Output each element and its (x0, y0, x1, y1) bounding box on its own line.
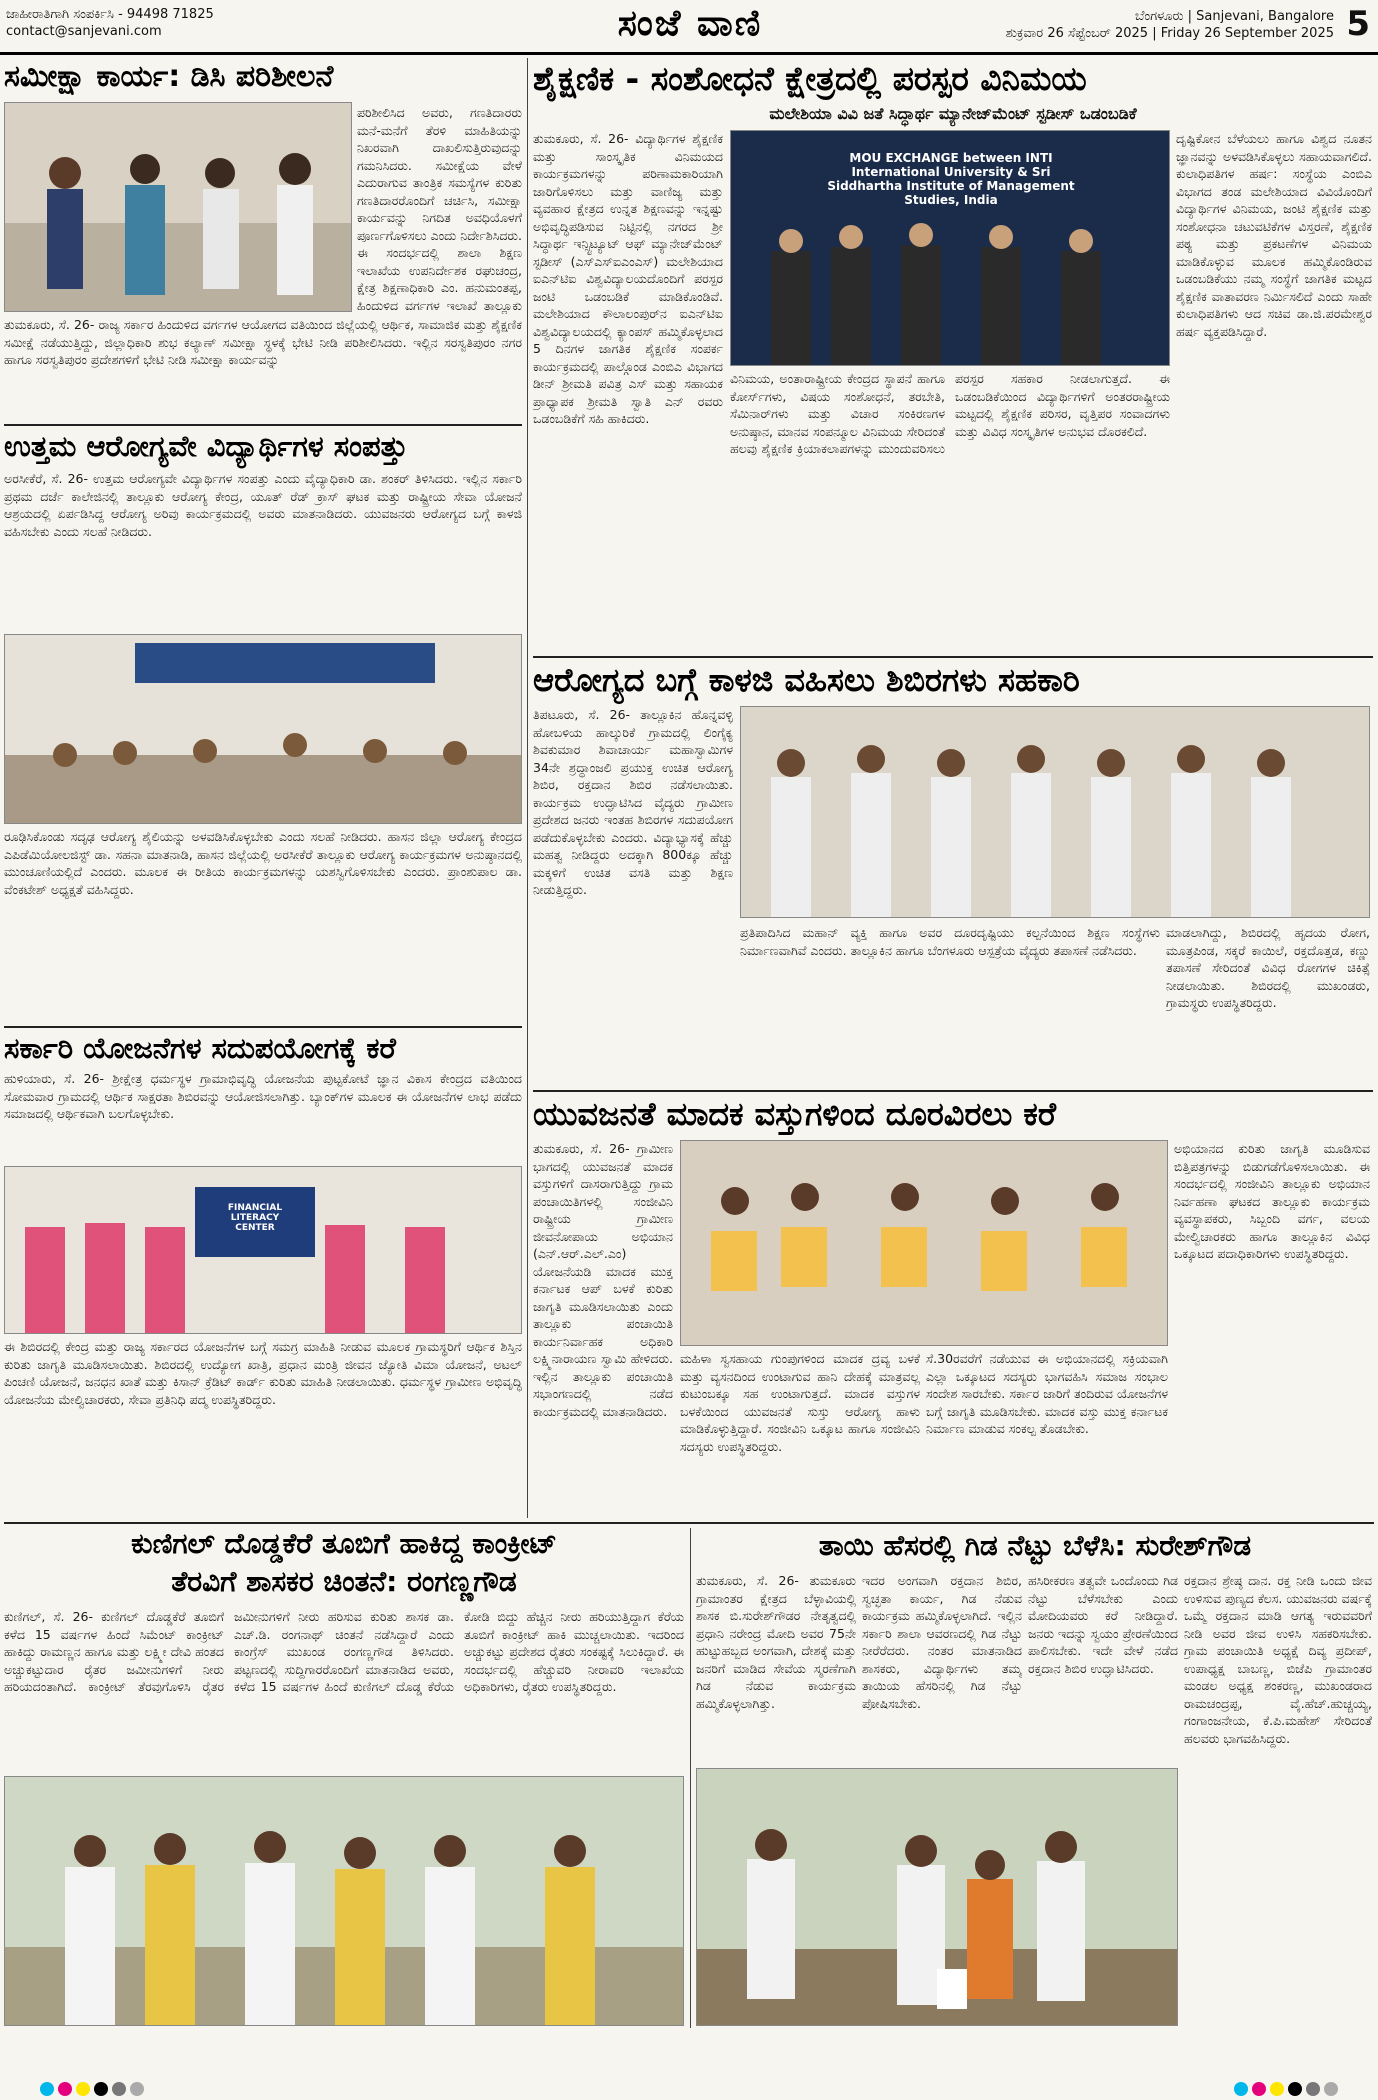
a4-col1: ತಿಪಟೂರು, ಸೆ. 26- ತಾಲ್ಲೂಕಿನ ಹೊನ್ನವಳ್ಳಿ ಹೋಬಳಿಯ ಹಾಲ್ಕುರಿಕೆ ಗ್ರಾಮದಲ್ಲಿ ಲಿಂಗೈಕ್ಯ ಶಿವಕುಮಾರ ಶಿವಾಚಾರ್ಯ ಮಹಾಸ್ವಾಮಿಗಳ 34ನೇ ಶ್ರದ್ಧಾಂಜಲಿ ಪ್ರಯುಕ್ತ ಉಚಿತ ಆರೋಗ್ಯ ಶಿಬಿರ, ರಕ್ತದಾನ ಶಿಬಿರ ನಡೆಸಲಾಯಿತು. ಕಾರ್ಯಕ್ರಮ ಉದ್ಘಾಟಿಸಿದ ವೈದ್ಯರು ಗ್ರಾಮೀಣ ಪ್ರದೇಶದ ಜನರು ಇಂತಹ ಶಿಬಿರಗಳ ಸದುಪಯೋಗ ಪಡೆದುಕೊಳ್ಳಬೇಕು ಎಂದರು. ವಿದ್ಯಾಭ್ಯಾಸಕ್ಕೆ ಹೆಚ್ಚು ಮಹತ್ವ ನೀಡಿದ್ದರು ಅದಕ್ಕಾಗಿ 800ಕ್ಕೂ ಹೆಚ್ಚು ಮಕ್ಕಳಿಗೆ ಉಚಿತ ವಸತಿ ಮತ್ತು ಶಿಕ್ಷಣ ನೀಡುತ್ತಿದ್ದರು. (533, 707, 733, 897)
a5-photo (4, 1166, 522, 1334)
registration-marks-right (1234, 2082, 1338, 2096)
a6-headline: ಯುವಜನತೆ ಮಾದಕ ವಸ್ತುಗಳಿಂದ ದೂರವಿರಲು ಕರೆ (533, 1095, 1057, 1133)
a2-photo-banner: MOU EXCHANGE between INTI International University & Sri Siddhartha Institute of Management Studies, India (827, 151, 1075, 207)
a8-col1: ತುಮಕೂರು, ಸೆ. 26- ತುಮಕೂರು ಗ್ರಾಮಾಂತರ ಕ್ಷೇತ್ರದ ಬೆಳ್ಳಾವಿಯಲ್ಲಿ ಶಾಸಕ ಬಿ.ಸುರೇಶ್‌ಗೌಡರ ನೇತೃತ್ವದಲ್ಲಿ ಪ್ರಧಾನಿ ನರೇಂದ್ರ ಮೋದಿ ಅವರ 75ನೇ ಹುಟ್ಟುಹಬ್ಬದ ಅಂಗವಾಗಿ, ದೇಶಕ್ಕೆ ಮತ್ತು ಜನರಿಗೆ ಮಾಡಿದ ಸೇವೆಯ ಸ್ಮರಣೆಗಾಗಿ ಗಿಡ ನೆಡುವ ಕಾರ್ಯಕ್ರಮ ಹಮ್ಮಿಕೊಳ್ಳಲಾಗಿತ್ತು. (696, 1573, 856, 1711)
a5-photo-scene (5, 1167, 522, 1334)
a2-col4: ದೃಷ್ಟಿಕೋನ ಬೆಳೆಯಲು ಹಾಗೂ ವಿಶ್ವದ ನೂತನ ಜ್ಞಾನವನ್ನು ಅಳವಡಿಸಿಕೊಳ್ಳಲು ಸಹಾಯವಾಗಲಿದೆ. ಕುಲಾಧಿಪತಿಗಳ ಹರ್ಷ: ಸಂಸ್ಥೆಯ ಎಂಬಿಎ ವಿಭಾಗದ ತಂಡ ಮಲೇಶಿಯಾದ ವಿವಿಯೊಂದಿಗೆ ವಿದ್ಯಾರ್ಥಿಗಳ ವಿನಿಮಯ, ಜಂಟಿ ಶೈಕ್ಷಣಿಕ ಮತ್ತು ಸಂಶೋಧನಾ ಚಟುವಟಿಕೆಗಳ ವಿಸ್ತರಣೆ, ಶೈಕ್ಷಣಿಕ ಪಠ್ಯ ಮತ್ತು ಪ್ರಕಟಣೆಗಳ ವಿನಿಮಯ ಮಾಡಿಕೊಳ್ಳುವ ಮೂಲಕ ಹಮ್ಮಿಕೊಂಡಿರುವ ಒಡಂಬಡಿಕೆಯು ನಮ್ಮ ಸಂಸ್ಥೆಗೆ ಜಾಗತಿಕ ಮಟ್ಟದ ಶೈಕ್ಷಣಿಕ ವಾತಾವರಣ ನಿರ್ಮಿಸಲಿದೆ ಎಂದು ಸಾಹೇ ಕುಲಾಧಿಪತಿಗಳು ಆದ ಸಚಿವ ಡಾ.ಜಿ.ಪರಮೇಶ್ವರ ಹರ್ಷ ವ್ಯಕ್ತಪಡಿಸಿದ್ದಾರೆ. (1176, 131, 1372, 339)
a6-col4: ಅಭಿಯಾನದ ಕುರಿತು ಜಾಗೃತಿ ಮೂಡಿಸುವ ಬಿತ್ತಿಪತ್ರಗಳನ್ನು ಬಿಡುಗಡೆಗೊಳಿಸಲಾಯಿತು. ಈ ಸಂದರ್ಭದಲ್ಲಿ ಸಂಜೀವಿನಿ ತಾಲ್ಲೂಕು ಅಭಿಯಾನ ನಿರ್ವಹಣಾ ಘಟಕದ ತಾಲ್ಲೂಕು ಕಾರ್ಯಕ್ರಮ ವ್ಯವಸ್ಥಾಪಕರು, ಸಿಬ್ಬಂದಿ ವರ್ಗ, ವಲಯ ಮೇಲ್ವಿಚಾರಕರು ಹಾಗೂ ತಾಲ್ಲೂಕಿನ ವಿವಿಧ ಒಕ್ಕೂಟದ ಪದಾಧಿಕಾರಿಗಳು ಉಪಸ್ಥಿತರಿದ್ದರು. (1174, 1141, 1370, 1261)
a2-headline: ಶೈಕ್ಷಣಿಕ - ಸಂಶೋಧನೆ ಕ್ಷೇತ್ರದಲ್ಲಿ ಪರಸ್ಪರ ವಿನಿಮಯ (533, 59, 1087, 98)
a8-photo (696, 1768, 1178, 2026)
a6-col1: ತುಮಕೂರು, ಸೆ. 26- ಗ್ರಾಮೀಣ ಭಾಗದಲ್ಲಿ ಯುವಜನತೆ ಮಾದಕ ವಸ್ತುಗಳಿಗೆ ದಾಸರಾಗುತ್ತಿದ್ದು ಗ್ರಾಮ ಪಂಚಾಯಿತಿಗಳಲ್ಲಿ ಸಂಜೀವಿನಿ ರಾಷ್ಟ್ರೀಯ ಗ್ರಾಮೀಣ ಜೀವನೋಪಾಯ ಅಭಿಯಾನ (ಎನ್.ಆರ್.ಎಲ್.ಎಂ) ಯೋಜನೆಯಡಿ ಮಾದಕ ಮುಕ್ತ ಕರ್ನಾಟಕ ಆಪ್ ಬಳಕೆ ಕುರಿತು ಜಾಗೃತಿ ಮೂಡಿಸಲಾಯಿತು ಎಂದು ತಾಲ್ಲೂಕು ಪಂಚಾಯಿತಿ ಕಾರ್ಯನಿರ್ವಾಹಕ ಅಧಿಕಾರಿ ಲಕ್ಷ್ಮಿನಾರಾಯಣ ಸ್ವಾಮಿ ಹೇಳಿದರು. ಇಲ್ಲಿನ ತಾಲ್ಲೂಕು ಪಂಚಾಯಿತಿ ಸಭಾಂಗಣದಲ್ಲಿ ನಡೆದ ಕಾರ್ಯಕ್ರಮದಲ್ಲಿ ಮಾತನಾಡಿದರು. (533, 1141, 673, 1419)
a3-headline: ಉತ್ತಮ ಆರೋಗ್ಯವೇ ವಿದ್ಯಾರ್ಥಿಗಳ ಸಂಪತ್ತು (4, 429, 408, 463)
a7-body: ಕುಣಿಗಲ್, ಸೆ. 26- ಕುಣಿಗಲ್ ದೊಡ್ಡಕೆರೆ ತೂಬಿಗೆ ಕಳೆದ 15 ವರ್ಷಗಳ ಹಿಂದೆ ಸಿಮೆಂಟ್ ಕಾಂಕ್ರೀಟ್ ಹಾಕಿದ್ದು ರಾಮಣ್ಣನ ಹಾಗೂ ಮತ್ತು ಲಕ್ಷ್ಮೀ ದೇವಿ ಹಂತದ ಅಚ್ಚುಕಟ್ಟುದಾರ ರೈತರ ಜಮೀನುಗಳಿಗೆ ನೀರು ಹರಿಯದಂತಾಗಿದೆ. ಕಾಂಕ್ರೀಟ್ ತೆರವುಗೊಳಿಸಿ ರೈತರ ಜಮೀನುಗಳಿಗೆ ನೀರು ಹರಿಸುವ ಕುರಿತು ಶಾಸಕ ಡಾ. ಎಚ್.ಡಿ. ರಂಗನಾಥ್ ಚಿಂತನೆ ನಡೆಸಿದ್ದಾರೆ ಎಂದು ಕಾಂಗ್ರೆಸ್ ಮುಖಂಡ ರಂಗಣ್ಣಗೌಡ ತಿಳಿಸಿದರು. ಪಟ್ಟಣದಲ್ಲಿ ಸುದ್ದಿಗಾರರೊಂದಿಗೆ ಮಾತನಾಡಿದ ಅವರು, ಕಳೆದ 15 ವರ್ಷಗಳ ಹಿಂದೆ ಕುಣಿಗಲ್ ದೊಡ್ಡ ಕೆರೆಯ ಕೋಡಿ ಬಿದ್ದು ಹೆಚ್ಚಿನ ನೀರು ಹರಿಯುತ್ತಿದ್ದಾಗ ಕೆರೆಯ ತೂಬಿಗೆ ಕಾಂಕ್ರೀಟ್ ಹಾಕಿ ಮುಚ್ಚಲಾಯಿತು. ಇದರಿಂದ ಅಚ್ಚುಕಟ್ಟು ಪ್ರದೇಶದ ರೈತರು ಸಂಕಷ್ಟಕ್ಕೆ ಸಿಲುಕಿದ್ದಾರೆ. ಈ ಸಂದರ್ಭದಲ್ಲಿ ಹೆಚ್ಚುವರಿ ನೀರಾವರಿ ಇಲಾಖೆಯ ಅಧಿಕಾರಿಗಳು, ರೈತರು ಉಪಸ್ಥಿತರಿದ್ದರು. (4, 1609, 684, 1694)
a3-photo-scene (5, 635, 522, 824)
column-separator (690, 1528, 691, 2028)
masthead-right (1006, 8, 1334, 42)
ad-contact-line: ಜಾಹೀರಾತಿಗಾಗಿ ಸಂಪರ್ಕಿಸಿ - 94498 71825 (6, 7, 214, 22)
a7-photo (4, 1776, 684, 2026)
a5-body-top: ಹುಳಿಯಾರು, ಸೆ. 26- ಶ್ರೀಕ್ಷೇತ್ರ ಧರ್ಮಸ್ಥಳ ಗ್ರಾಮಾಭಿವೃದ್ಧಿ ಯೋಜನೆಯ ಪುಟ್ಟಕೋಟೆ ಜ್ಞಾನ ವಿಕಾಸ ಕೇಂದ್ರದ ವತಿಯಿಂದ ಸೋಮವಾರ ಗ್ರಾಮದಲ್ಲಿ ಆರ್ಥಿಕ ಸಾಕ್ಷರತಾ ಶಿಬಿರವನ್ನು ಆಯೋಜಿಸಲಾಗಿತ್ತು. ಬ್ಯಾಂಕ್‌ಗಳ ಮೂಲಕ ಈ ಯೋಜನೆಗಳ ಲಾಭ ಪಡೆದು ಸಮಾಜದಲ್ಲಿ ಆರ್ಥಿಕವಾಗಿ ಬಲಗೊಳ್ಳಬೇಕು. (4, 1071, 522, 1121)
a6-col3: ಸೆ.30ರವರೆಗೆ ನಡೆಯುವ ಈ ಅಭಿಯಾನದಲ್ಲಿ ಸಕ್ರಿಯವಾಗಿ ಎಲ್ಲಾ ಒಕ್ಕೂಟದ ಸದಸ್ಯರು ಭಾಗವಹಿಸಿ ಸಮಾಜ ಸಂಭಾಲ ಸಂದೇಶ ಸಾರಬೇಕು. ಸರ್ಕಾರ ಜಾರಿಗೆ ತಂದಿರುವ ಯೋಜನೆಗಳ ಬಗ್ಗೆ ಜಾಗೃತಿ ಮೂಡಿಸಬೇಕು. ಮಾದಕ ವಸ್ತು ಮುಕ್ತ ಕರ್ನಾಟಕ ನಿರ್ಮಾಣ ಮಾಡುವ ಸಂಕಲ್ಪ ತೊಡಬೇಕು. (926, 1351, 1168, 1436)
a8-headline: ತಾಯಿ ಹೆಸರಲ್ಲಿ ಗಿಡ ನೆಟ್ಟು ಬೆಳೆಸಿ: ಸುರೇಶ್‌ಗೌಡ (818, 1529, 1252, 1562)
a6-col2: ಮಹಿಳಾ ಸ್ವಸಹಾಯ ಗುಂಪುಗಳಿಂದ ಮಾದಕ ದ್ರವ್ಯ ಬಳಕೆ ಮತ್ತು ವ್ಯಸನದಿಂದ ಉಂಟಾಗುವ ಹಾನಿ ದೇಹಕ್ಕೆ ಮಾತ್ರವಲ್ಲ ಕುಟುಂಬಕ್ಕೂ ಸಹ ಉಂಟಾಗುತ್ತದೆ. ಮಾದಕ ವಸ್ತುಗಳ ಬಳಕೆಯಿಂದ ಯುವಜನತೆ ಸುಸ್ತು ಆರೋಗ್ಯ ಹಾಳು ಮಾಡಿಕೊಳ್ಳುತ್ತಿದ್ದಾರೆ. ಸಂಜೀವಿನಿ ಒಕ್ಕೂಟ ಹಾಗೂ ಸಂಜೀವಿನಿ ಸದಸ್ಯರು ಉಪಸ್ಥಿತರಿದ್ದರು. (680, 1351, 920, 1454)
a8-col2: ಇದರ ಅಂಗವಾಗಿ ರಕ್ತದಾನ ಶಿಬಿರ, ಸ್ವಚ್ಛತಾ ಕಾರ್ಯ, ಗಿಡ ನೆಡುವ ಕಾರ್ಯಕ್ರಮ ಹಮ್ಮಿಕೊಳ್ಳಲಾಗಿದೆ. ಇಲ್ಲಿನ ಸರ್ಕಾರಿ ಶಾಲಾ ಆವರಣದಲ್ಲಿ ಗಿಡ ನೆಟ್ಟು ನೀರೆರೆದರು. ನಂತರ ಮಾತನಾಡಿದ ಶಾಸಕರು, ವಿದ್ಯಾರ್ಥಿಗಳು ತಮ್ಮ ತಾಯಿಯ ಹೆಸರಿನಲ್ಲಿ ಗಿಡ ನೆಟ್ಟು ಪೋಷಿಸಬೇಕು. (862, 1573, 1022, 1711)
newspaper-logo (560, 2, 820, 54)
a8-col4: ರಕ್ತದಾನ ಶ್ರೇಷ್ಠ ದಾನ. ರಕ್ತ ನೀಡಿ ಒಂದು ಜೀವ ಉಳಿಸುವ ಪುಣ್ಯದ ಕೆಲಸ. ಯುವಜನರು ವರ್ಷಕ್ಕೆ ಒಮ್ಮೆ ರಕ್ತದಾನ ಮಾಡಿ ಆಗತ್ಯ ಇರುವವರಿಗೆ ನೀಡಿ ಅವರ ಜೀವ ಉಳಿಸಿ ಸಹಕರಿಸಬೇಕು. ಗ್ರಾಮ ಪಂಚಾಯಿತಿ ಅಧ್ಯಕ್ಷೆ ದಿವ್ಯ ಪ್ರದೀಪ್, ಉಪಾಧ್ಯಕ್ಷ ಬಾಬಣ್ಣ, ಬಿಜೆಪಿ ಗ್ರಾಮಾಂತರ ಮಂಡಲ ಅಧ್ಯಕ್ಷ ಶಂಕರಣ್ಣ, ಮುಖಂಡರಾದ ರಾಮಚಂದ್ರಪ್ಪ, ವೈ.ಹೆಚ್.ಹುಚ್ಚಯ್ಯ, ಗಂಗಾಂಜನೇಯ, ಕೆ.ಪಿ.ಮಹೇಶ್ ಸೇರಿದಂತೆ ಹಲವರು ಭಾಗವಹಿಸಿದ್ದರು. (1184, 1573, 1372, 1746)
city-line: ಬೆಂಗಳೂರು | Sanjevani, Bangalore (1134, 9, 1334, 24)
a1-body-right: ಪರಿಶೀಲಿಸಿದ ಅವರು, ಗಣತಿದಾರರು ಮನೆ-ಮನೆಗೆ ತೆರಳಿ ಮಾಹಿತಿಯನ್ನು ನಿಖರವಾಗಿ ದಾಖಲಿಸುತ್ತಿರುವುದನ್ನು ಗಮನಿಸಿದರು. ಸಮೀಕ್ಷೆಯ ವೇಳೆ ಎದುರಾಗುವ ತಾಂತ್ರಿಕ ಸಮಸ್ಯೆಗಳ ಕುರಿತು ಗಣತಿದಾರರೊಂದಿಗೆ ಚರ್ಚಿಸಿ, ಸಮೀಕ್ಷಾ ಕಾರ್ಯವನ್ನು ನಿಗದಿತ ಅವಧಿಯೊಳಗೆ ಪೂರ್ಣಗೊಳಿಸಲು ಎಂದು ನಿರ್ದೇಶಿಸಿದರು. ಈ ಸಂದರ್ಭದಲ್ಲಿ ಶಾಲಾ ಶಿಕ್ಷಣ ಇಲಾಖೆಯ ಉಪನಿರ್ದೇಶಕ ರಘುಚಂದ್ರ, ಕ್ಷೇತ್ರ ಶಿಕ್ಷಣಾಧಿಕಾರಿ ಎಂ. ಹನುಮಂತಪ್ಪ, ಹಿಂದುಳಿದ ವರ್ಗಗಳ ಇಲಾಖೆ ತಾಲ್ಲೂಕು (357, 105, 522, 313)
a2-col1: ತುಮಕೂರು, ಸೆ. 26- ವಿದ್ಯಾರ್ಥಿಗಳ ಶೈಕ್ಷಣಿಕ ಮತ್ತು ಸಾಂಸ್ಕೃತಿಕ ವಿನಿಮಯದ ಕಾರ್ಯಕ್ರಮಗಳನ್ನು ಪರಿಣಾಮಕಾರಿಯಾಗಿ ಜಾರಿಗೊಳಿಸಲು ಮತ್ತು ವಾಣಿಜ್ಯ ಮತ್ತು ವ್ಯವಹಾರ ಕ್ಷೇತ್ರದ ಉನ್ನತ ಶಿಕ್ಷಣವನ್ನು ಇನ್ನಷ್ಟು ಅಭಿವೃದ್ಧಿಪಡಿಸುವ ನಿಟ್ಟಿನಲ್ಲಿ ನಗರದ ಶ್ರೀ ಸಿದ್ಧಾರ್ಥ ಇನ್ಸ್ಟಿಟ್ಯೂಟ್ ಆಫ್ ಮ್ಯಾನೇಜ್‌ಮೆಂಟ್ ಸ್ಟಡೀಸ್ (ಎಸ್‌ಎಸ್‌ಐಎಂಎಸ್) ಮಲೇಶಿಯಾದ ಐಎನ್‌ಟಿಐ ವಿಶ್ವವಿದ್ಯಾಲಯದೊಂದಿಗೆ ಪರಸ್ಪರ ಜಂಟಿ ಒಡಂಬಡಿಕೆ ಮಾಡಿಕೊಂಡಿವೆ. ಮಲೇಶಿಯಾದ ಕೌಲಾಲಂಪುರ್‌ನ ಐಎನ್‌ಟಿಐ ವಿಶ್ವವಿದ್ಯಾಲಯದಲ್ಲಿ ಕ್ಯಾಂಪಸ್ ಹಮ್ಮಿಕೊಳ್ಳಲಾದ 5 ದಿನಗಳ ಜಾಗತಿಕ ಶೈಕ್ಷಣಿಕ ಸಂಪರ್ಕ ಕಾರ್ಯಕ್ರಮದಲ್ಲಿ ಪಾಲ್ಗೊಂಡ ಎಂಬಿಎ ವಿಭಾಗದ ಡೀನ್ ಶ್ರೀಮತಿ ಪವಿತ್ರ ಎಸ್ ಮತ್ತು ಸಹಾಯಕ ಪ್ರಾಧ್ಯಾಪಕ ಶ್ರೀಮತಿ ಸ್ವಾತಿ ಎನ್ ರವರು ಒಡಂಬಡಿಕೆಗೆ ಸಹಿ ಹಾಕಿದರು. (533, 131, 723, 426)
a1-photo (4, 102, 352, 312)
a1-headline: ಸಮೀಕ್ಷಾ ಕಾರ್ಯ: ಡಿಸಿ ಪರಿಶೀಲನೆ (4, 59, 334, 94)
a3-body-top: ಅರಸೀಕೆರೆ, ಸೆ. 26- ಉತ್ತಮ ಆರೋಗ್ಯವೇ ವಿದ್ಯಾರ್ಥಿಗಳ ಸಂಪತ್ತು ಎಂದು ವೈದ್ಯಾಧಿಕಾರಿ ಡಾ. ಶಂಕರ್ ತಿಳಿಸಿದರು. ಇಲ್ಲಿನ ಸರ್ಕಾರಿ ಪ್ರಥಮ ದರ್ಜೆ ಕಾಲೇಜಿನಲ್ಲಿ ತಾಲ್ಲೂಕು ಆರೋಗ್ಯ ಕೇಂದ್ರ, ಯೂತ್ ರೆಡ್ ಕ್ರಾಸ್ ಘಟಕ ಮತ್ತು ರಾಷ್ಟ್ರೀಯ ಸೇವಾ ಯೋಜನೆ ಆಶ್ರಯದಲ್ಲಿ ಏರ್ಪಡಿಸಿದ್ದ ಆರೋಗ್ಯ ಅರಿವು ಕಾರ್ಯಕ್ರಮದಲ್ಲಿ ಅವರು ಮಾತನಾಡಿದರು. ಯುವಜನರು ಆರೋಗ್ಯದ ಬಗ್ಗೆ ಕಾಳಜಿ ವಹಿಸಬೇಕು ಎಂದು ಸಲಹೆ ನೀಡಿದರು. (4, 471, 522, 539)
a1-photo-scene (5, 103, 352, 312)
a6-photo (680, 1140, 1168, 1346)
divider (4, 1026, 522, 1028)
a5-body-bottom: ಈ ಶಿಬಿರದಲ್ಲಿ ಕೇಂದ್ರ ಮತ್ತು ರಾಜ್ಯ ಸರ್ಕಾರದ ಯೋಜನೆಗಳ ಬಗ್ಗೆ ಸಮಗ್ರ ಮಾಹಿತಿ ನೀಡುವ ಮೂಲಕ ಗ್ರಾಮಸ್ಥರಿಗೆ ಆರ್ಥಿಕ ಶಿಸ್ತಿನ ಕುರಿತು ಜಾಗೃತಿ ಮೂಡಿಸಲಾಯಿತು. ಶಿಬಿರದಲ್ಲಿ ಉದ್ಯೋಗ ಖಾತ್ರಿ, ಪ್ರಧಾನ ಮಂತ್ರಿ ಜೀವನ ಜ್ಯೋತಿ ವಿಮಾ ಯೋಜನೆ, ಅಟಲ್ ಪಿಂಚಣಿ ಯೋಜನೆ, ಜನಧನ ಖಾತೆ ಮತ್ತು ಕಿಸಾನ್ ಕ್ರೆಡಿಟ್ ಕಾರ್ಡ್ ಕುರಿತು ಮಾಹಿತಿ ನೀಡಲಾಯಿತು. ಧರ್ಮಸ್ಥಳ ಗ್ರಾಮೀಣ ಅಭಿವೃದ್ಧಿ ಯೋಜನೆಯ ಮೇಲ್ವಿಚಾರಕರು, ಸೇವಾ ಪ್ರತಿನಿಧಿ ಪದ್ಮ ಉಪಸ್ಥಿತರಿದ್ದರು. (4, 1339, 522, 1407)
masthead-rule (0, 52, 1378, 55)
masthead-left (6, 6, 214, 40)
page-number: 5 (1346, 4, 1370, 44)
a8-col3: ಹಸಿರೀಕರಣ ತತ್ವವೇ ಒಂದೊಂದು ಗಿಡ ನೆಟ್ಟು ಬೆಳೆಸಬೇಕು ಎಂದು ಮೋದಿಯವರು ಕರೆ ನೀಡಿದ್ದಾರೆ. ಜನರು ಇದನ್ನು ಸ್ವಯಂ ಪ್ರೇರಣೆಯಿಂದ ಪಾಲಿಸಬೇಕು. ಇದೇ ವೇಳೆ ನಡೆದ ರಕ್ತದಾನ ಶಿಬಿರ ಉದ್ಘಾಟಿಸಿದರು. (1028, 1573, 1178, 1676)
a2-subhead: ಮಲೇಶಿಯಾ ವಿವಿ ಜತೆ ಸಿದ್ಧಾರ್ಥ ಮ್ಯಾನೇಜ್‌ಮೆಂಟ್ ಸ್ಟಡೀಸ್ ಒಡಂಬಡಿಕೆ (769, 104, 1137, 123)
divider (533, 656, 1373, 658)
registration-marks-left (40, 2082, 144, 2096)
column-separator (527, 58, 528, 1518)
a4-photo (740, 706, 1370, 918)
a3-body-bottom: ರೂಢಿಸಿಕೊಂಡು ಸದೃಢ ಆರೋಗ್ಯ ಶೈಲಿಯನ್ನು ಅಳವಡಿಸಿಕೊಳ್ಳಬೇಕು ಎಂದು ಸಲಹೆ ನೀಡಿದರು. ಹಾಸನ ಜಿಲ್ಲಾ ಆರೋಗ್ಯ ಕೇಂದ್ರದ ಎಪಿಡೆಮಿಯೋಲಜಿಸ್ಟ್ ಡಾ. ಸಹನಾ ಮಾತನಾಡಿ, ಹಾಸನ ಜಿಲ್ಲೆಯಲ್ಲಿ ಅರಸೀಕೆರೆ ತಾಲ್ಲೂಕು ಆರೋಗ್ಯ ಕಾರ್ಯಕ್ರಮಗಳ ಅನುಷ್ಠಾನದಲ್ಲಿ ಮುಂಚೂಣಿಯಲ್ಲಿದೆ ಎಂದರು. ಮೂಲಕ ಈ ರೀತಿಯ ಕಾರ್ಯಕ್ರಮಗಳನ್ನು ಯಶಸ್ವಿಗೊಳಿಸಬೇಕು ಎಂದರು. ಪ್ರಾಂಶುಪಾಲ ಡಾ. ವೆಂಕಟೇಶ್ ಅಧ್ಯಕ್ಷತೆ ವಹಿಸಿದ್ದರು. (4, 829, 522, 897)
date-line: ಶುಕ್ರವಾರ 26 ಸೆಪ್ಟೆಂಬರ್ 2025 | Friday 26 September 2025 (1005, 26, 1334, 41)
divider (4, 1522, 1374, 1524)
a7-photo-scene (5, 1777, 684, 2026)
divider (4, 424, 522, 426)
a3-photo (4, 634, 522, 824)
a2-col3: ವಿನಿಮಯ, ಅಂತಾರಾಷ್ಟ್ರೀಯ ಕೇಂದ್ರದ ಸ್ಥಾಪನೆ ಹಾಗೂ ಕೋರ್ಸ್‌ಗಳು, ವಿಷಯ ಸಂಶೋಧನೆ, ತರಬೇತಿ, ಸೆಮಿನಾರ್‌ಗಳು ಮತ್ತು ವಿಚಾರ ಸಂಕಿರಣಗಳ ಅನುಷ್ಠಾನ, ಮಾನವ ಸಂಪನ್ಮೂಲ ವಿನಿಮಯ ಸೇರಿದಂತೆ ಹಲವು ಶೈಕ್ಷಣಿಕ ಕ್ರಿಯಾಕಲಾಪಗಳನ್ನು ಮುಂದುವರಿಸಲು ಪರಸ್ಪರ ಸಹಕಾರ ನೀಡಲಾಗುತ್ತದೆ. ಈ ಒಡಂಬಡಿಕೆಯಿಂದ ವಿದ್ಯಾರ್ಥಿಗಳಿಗೆ ಅಂತರರಾಷ್ಟ್ರೀಯ ಮಟ್ಟದಲ್ಲಿ ಶೈಕ್ಷಣಿಕ ಪರಿಸರ, ವೃತ್ತಿಪರ ಸಂವಾದಗಳು ಮತ್ತು ವಿವಿಧ ಸಂಸ್ಕೃತಿಗಳ ಅನುಭವ ದೊರಕಲಿದೆ. (730, 371, 1170, 456)
a1-body-bottom: ತುಮಕೂರು, ಸೆ. 26- ರಾಜ್ಯ ಸರ್ಕಾರ ಹಿಂದುಳಿದ ವರ್ಗಗಳ ಆಯೋಗದ ವತಿಯಿಂದ ಜಿಲ್ಲೆಯಲ್ಲಿ ಆರ್ಥಿಕ, ಸಾಮಾಜಿಕ ಮತ್ತು ಶೈಕ್ಷಣಿಕ ಸಮೀಕ್ಷೆ ನಡೆಯುತ್ತಿದ್ದು, ಜಿಲ್ಲಾಧಿಕಾರಿ ಶುಭ ಕಲ್ಯಾಣ್ ಸಮೀಕ್ಷಾ ಸ್ಥಳಕ್ಕೆ ಭೇಟಿ ನೀಡಿ ಪರಿಶೀಲಿಸಿದರು. ಇಲ್ಲಿನ ಸರಸ್ವತಿಪುರಂ ನಗರ ಹಾಗೂ ಸರಸ್ವತಿಪುರಂ ಪ್ರದೇಶಗಳಿಗೆ ಭೇಟಿ ನೀಡಿ ಸಮೀಕ್ಷಾ ಕಾರ್ಯವನ್ನು (4, 317, 522, 367)
logo-text: ಸಂಜೆ ವಾಣಿ (617, 2, 763, 44)
a7-headline-line1: ಕುಣಿಗಲ್ ದೊಡ್ಡಕೆರೆ ತೂಬಿಗೆ ಹಾಕಿದ್ದ ಕಾಂಕ್ರೀಟ್ (131, 1527, 557, 1560)
a5-sign-text: FINANCIAL LITERACY CENTER (227, 1203, 283, 1233)
a4-photo-scene (741, 707, 1370, 918)
email-link[interactable]: contact@sanjevani.com (6, 24, 162, 39)
divider (533, 1090, 1373, 1092)
a5-headline: ಸರ್ಕಾರಿ ಯೋಜನೆಗಳ ಸದುಪಯೋಗಕ್ಕೆ ಕರೆ (4, 1031, 396, 1065)
a7-headline-line2: ತೆರವಿಗೆ ಶಾಸಕರ ಚಿಂತನೆ: ರಂಗಣ್ಣಗೌಡ (171, 1565, 517, 1598)
a4-headline: ಆರೋಗ್ಯದ ಬಗ್ಗೆ ಕಾಳಜಿ ವಹಿಸಲು ಶಿಬಿರಗಳು ಸಹಕಾರಿ (533, 661, 1080, 699)
a8-photo-scene (697, 1769, 1178, 2026)
a2-photo (730, 130, 1170, 366)
a2-photo-scene (731, 211, 1170, 366)
a4-col2: ಪ್ರತಿಪಾದಿಸಿದ ಮಹಾನ್ ವ್ಯಕ್ತಿ ಹಾಗೂ ಅವರ ದೂರದೃಷ್ಟಿಯು ಕಲ್ಪನೆಯಿಂದ ಶಿಕ್ಷಣ ಸಂಸ್ಥೆಗಳು ನಿರ್ಮಾಣವಾಗಿವೆ ಎಂದರು. ತಾಲ್ಲೂಕಿನ ಹಾಗೂ ಬೆಂಗಳೂರು ಆಸ್ಪತ್ರೆಯ ವೈದ್ಯರು ತಪಾಸಣೆ ನಡೆಸಿದರು. (740, 925, 1160, 958)
a6-photo-scene (681, 1141, 1168, 1346)
a4-col3: ಮಾಡಲಾಗಿದ್ದು, ಶಿಬಿರದಲ್ಲಿ ಹೃದಯ ರೋಗ, ಮೂತ್ರಪಿಂಡ, ಸಕ್ಕರೆ ಕಾಯಿಲೆ, ರಕ್ತದೊತ್ತಡ, ಕಣ್ಣು ತಪಾಸಣೆ ಸೇರಿದಂತೆ ವಿವಿಧ ರೋಗಗಳ ಚಿಕಿತ್ಸೆ ನೀಡಲಾಯಿತು. ಶಿಬಿರದಲ್ಲಿ ಮುಖಂಡರು, ಗ್ರಾಮಸ್ಥರು ಉಪಸ್ಥಿತರಿದ್ದರು. (1166, 925, 1370, 1010)
